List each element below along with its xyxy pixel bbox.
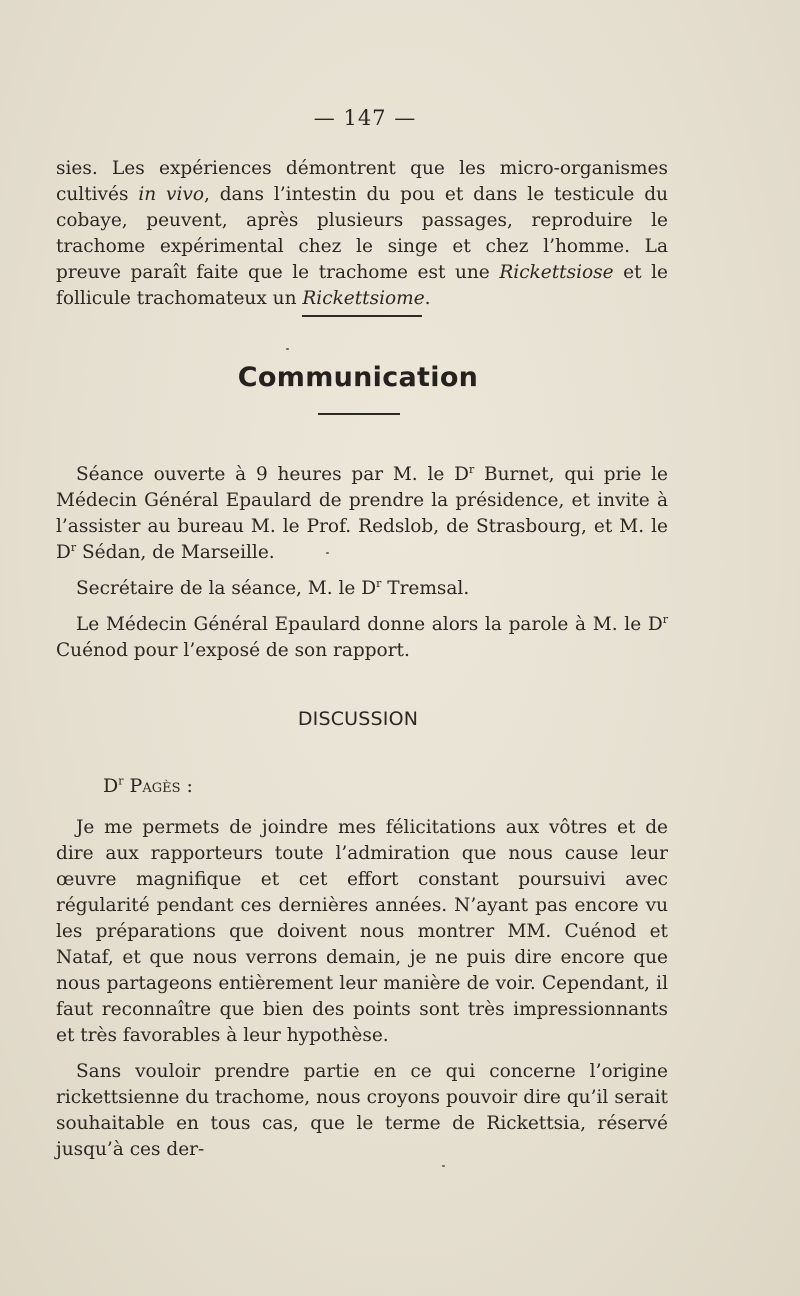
section-divider-top [302,315,422,317]
seance-parole-sup: r [662,612,668,626]
seance-secretary-sup: r [376,576,382,590]
seance-paragraph-secretary [56,576,668,602]
pages-paragraph-1: Je me permets de joindre mes félicitations aux vôtres et de dire aux rapporteurs toute l’admiration que nous cause leur œuvre magnifique et cet effort constant poursuivi avec régularité pendant ces dernières années. N’ayant pas encore vu les préparations que doivent nous montrer MM. Cuénod et Nataf, et que nous verrons demain, je ne puis dire encore que nous partageons entièrement leur manière de voir. Cependant, il faut reconnaître que bien des points sont très impressionnants et très favorables à leur hypothèse. [56,817,668,1046]
intro-text-block [56,156,668,312]
speaker-label [103,775,193,797]
seance-opening-text-c: Sédan, de Marseille. [76,542,275,563]
paper-speck [442,1165,445,1167]
seance-opening-text-b: Burnet, qui prie le Médecin Général Epaulard de prendre la présidence, et invite à l’assister au bureau M. le Prof. Redslob, de Strasbourg, et M. le D [56,464,668,563]
intro-italic-in-vivo: in vivo [138,184,204,205]
intro-text-end: . [424,288,431,309]
speaker-suffix: : [180,775,193,797]
seance-parole-text-b: Cuénod pour l’exposé de son rapport. [56,640,410,661]
paper-speck [326,552,329,554]
intro-text-mid: , dans l’intestin du pou et dans le testicule du cobaye, peuvent, après plusieurs passages, reproduire le trachome expérimental chez le singe et chez l’homme. La preuve paraît faite que le trachome est une [56,184,668,283]
seance-secretary-text-b: Tremsal. [381,578,470,599]
speaker-prefix: D [103,775,119,797]
seance-paragraph-parole [56,612,668,664]
seance-secretary-text-a: Secrétaire de la séance, M. le D [76,578,377,599]
seance-parole-text-a: Le Médecin Général Epaulard donne alors la parole à M. le D [76,614,663,635]
seance-paragraph-opening [56,462,668,566]
seance-text-block [56,462,668,664]
seance-opening-sup-2: r [70,540,77,554]
pages-paragraph-2: Sans vouloir prendre partie en ce qui concerne l’origine rickettsienne du trachome, nous croyons pouvoir dire qu’il serait souhaitable en tous cas, que le terme de Rickettsia, réservé jusqu’à ces der- [56,1061,668,1160]
seance-opening-text-a: Séance ouverte à 9 heures par M. le D [76,464,469,485]
discussion-heading: DISCUSSION [297,708,419,730]
speaker-sup: r [118,774,124,788]
seance-opening-sup-1: r [468,462,475,476]
intro-italic-rickettsiose: Rickettsiose [499,262,614,283]
section-heading: Communication [237,362,479,393]
paper-speck [286,348,289,350]
section-divider-bottom [318,413,400,415]
intro-text-mid2: et le follicule trachomateux un [56,262,668,309]
pages-text-block [56,815,668,1163]
intro-text-start: sies. Les expériences démontrent que les micro-organismes cultivés [56,158,668,205]
intro-paragraph [56,156,668,312]
page-number: — 147 — [313,106,417,130]
speaker-name: Pagès [129,775,181,797]
intro-italic-rickettsiome: Rickettsiome [302,288,425,309]
